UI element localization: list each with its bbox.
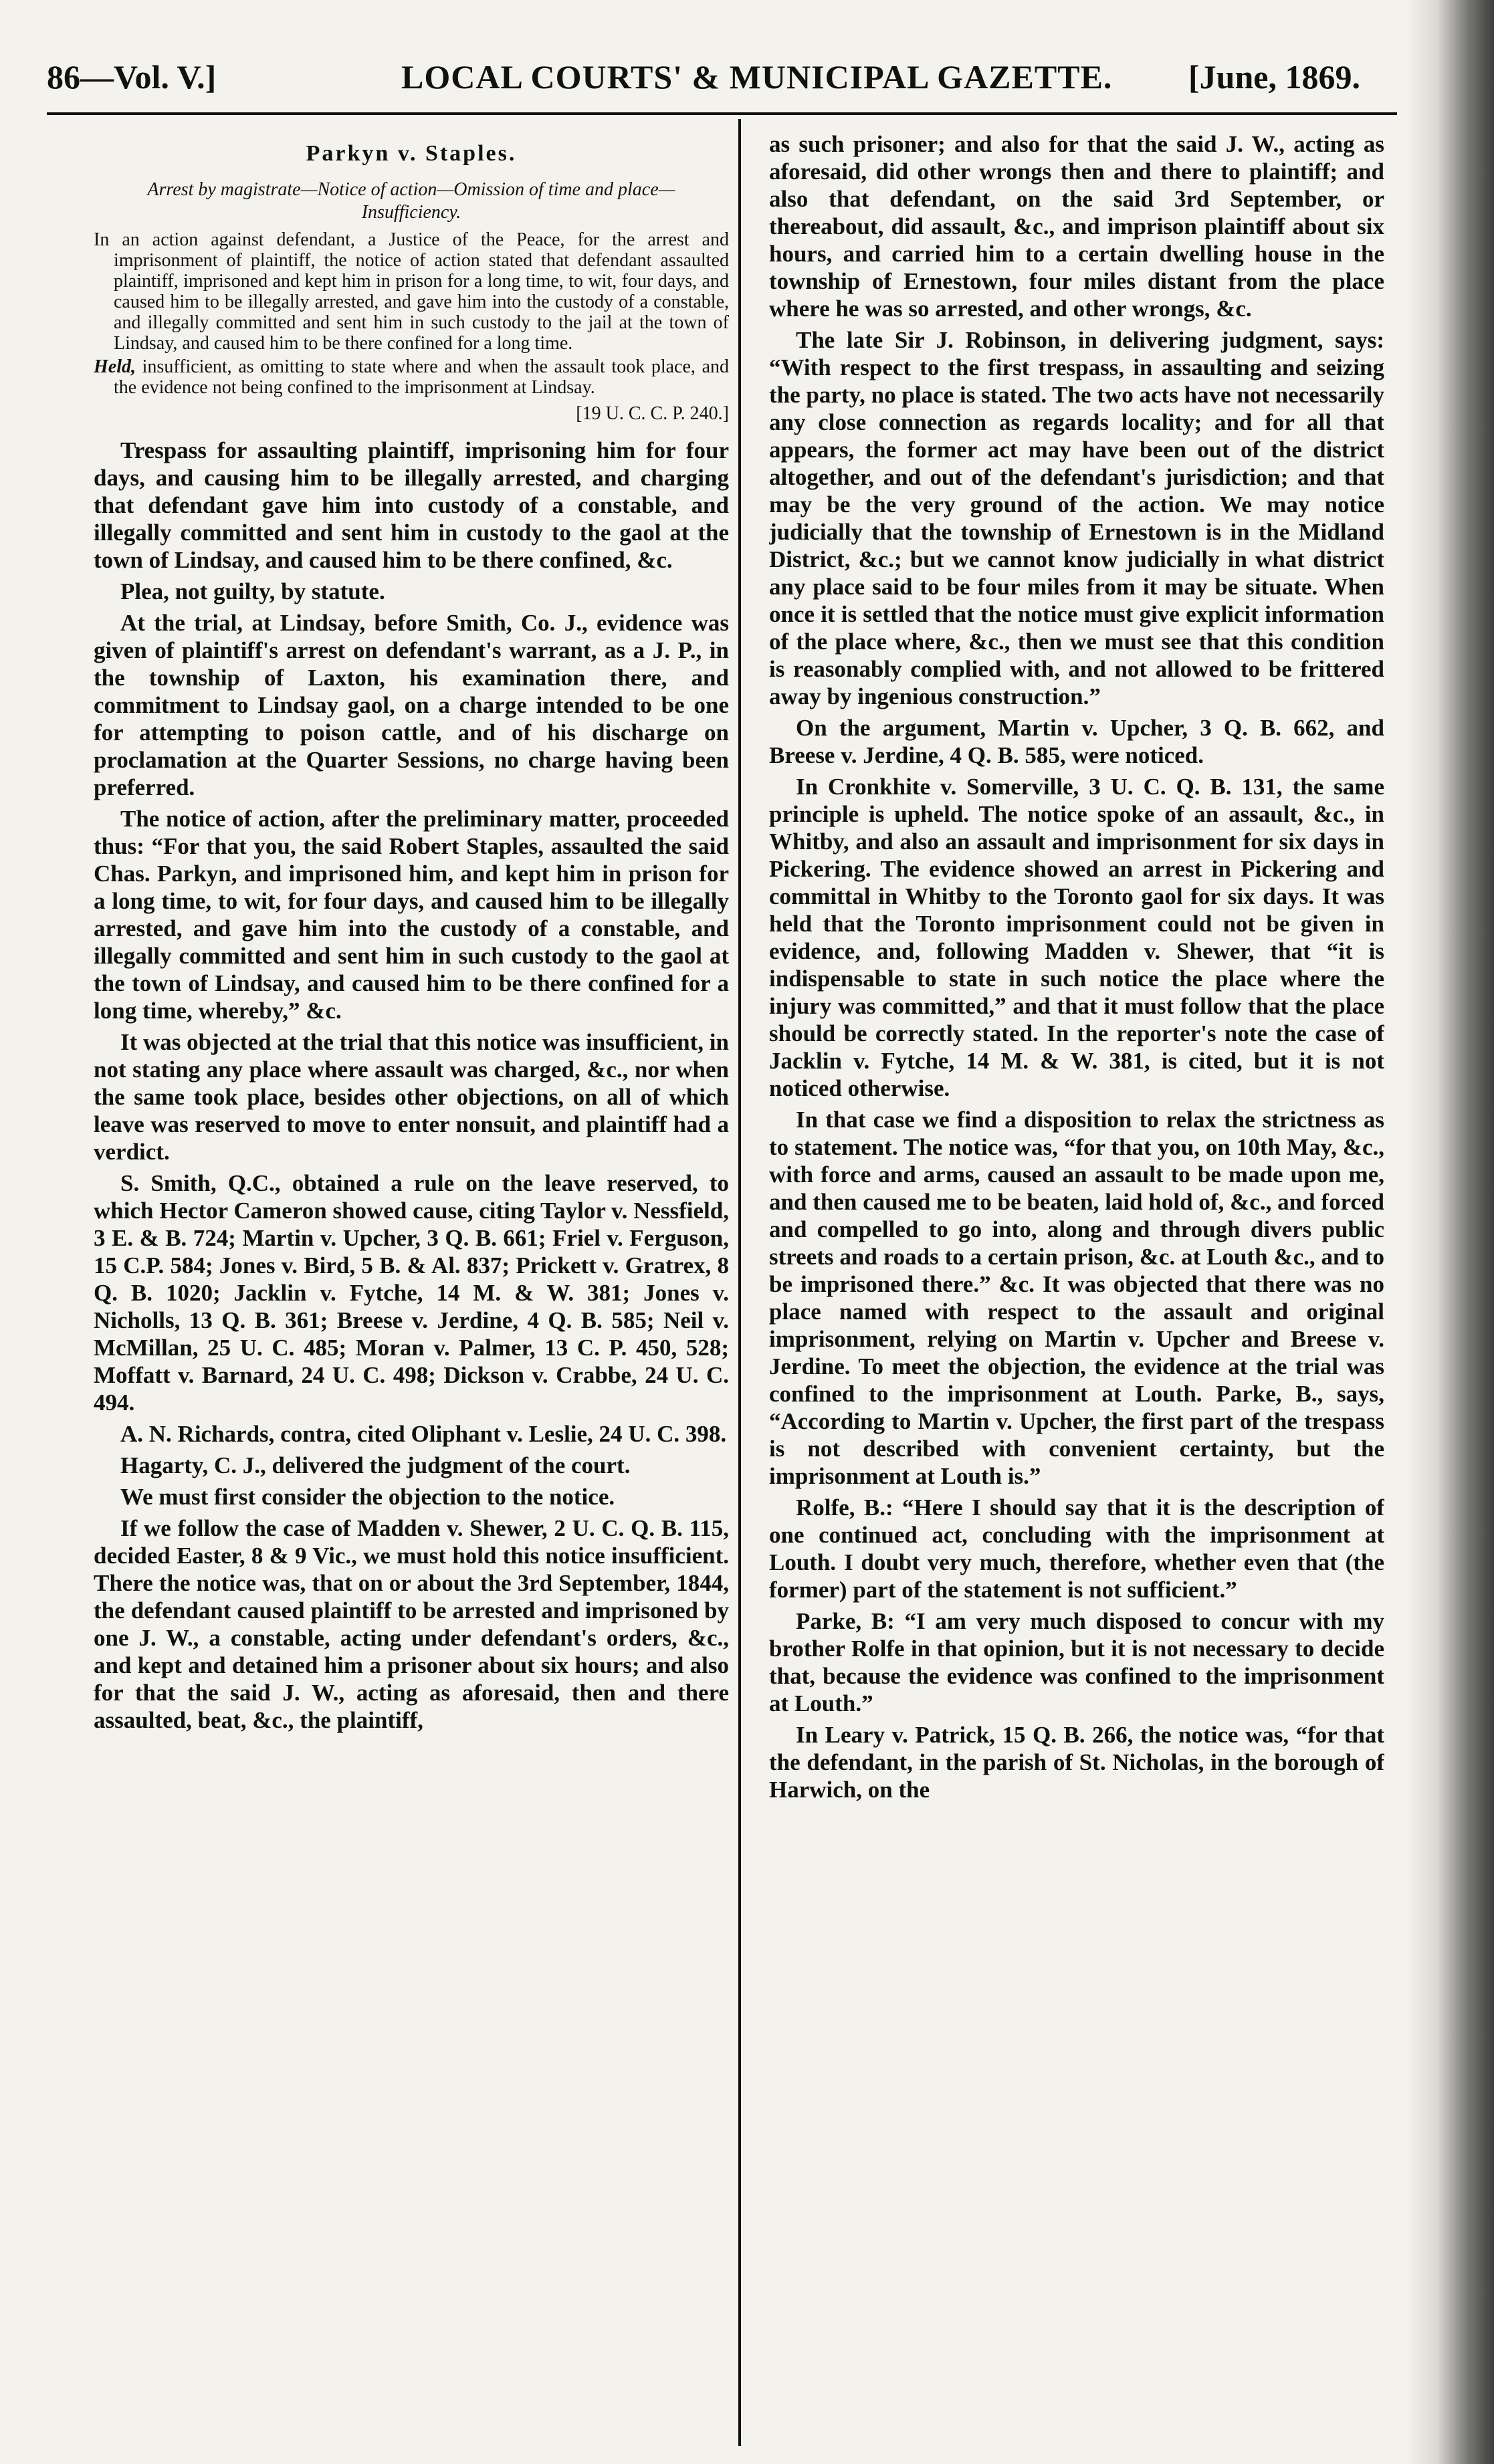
paragraph: Plea, not guilty, by statute. xyxy=(120,578,385,604)
paragraph: The late Sir J. Robinson, in delivering judgment, says: “With respect to the first trespass, in assaulting and seizing the party, no place is stated. The two acts have not necessarily any close connection as regards locality; and for all that appears, the former act may have been out of the district altogether, and out of the defendant's jurisdiction; and that may be the very ground of the action. We may notice judicially that the township of Ernestown is in the Midland District, &c.; but we cannot know judicially in what district any place said to be four miles from it may be situate. When once it is settled that the notice must give explicit information of the place where, &c., then we must see that this condition is reasonably complied with, and not allowed to be frittered away by ingenious construction.” xyxy=(769,327,1384,709)
left-column xyxy=(94,130,729,2444)
paragraph: as such prisoner; and also for that the said J. W., acting as aforesaid, did other wrongs then and there to plaintiff; and also that defendant, on the said 3rd September, or thereabout, did assault, &c., and imprison plaintiff about six hours, and carried him to a certain dwelling house in the township of Ernestown, four miles distant from the place where he was so arrested, and other wrongs, &c. xyxy=(769,131,1384,322)
paragraph: It was objected at the trial that this notice was insufficient, in not stating any place where assault was charged, &c., nor when the same took place, besides other objections, on all of which leave was reserved to move to enter nonsuit, and plaintiff had a verdict. xyxy=(94,1029,729,1165)
held-label: Held, xyxy=(94,356,136,377)
header-publication-title: LOCAL COURTS' & MUNICIPAL GAZETTE. xyxy=(401,58,1113,96)
held-text: insufficient, as omitting to state where and when the assault took place, and the evidence not being confined to the imprisonment at Lindsay. xyxy=(114,356,729,398)
headnote-heading: Arrest by magistrate—Notice of action—Omission of time and place—Insufficiency. xyxy=(147,179,675,223)
paragraph: On the argument, Martin v. Upcher, 3 Q. B. 662, and Breese v. Jerdine, 4 Q. B. 585, were noticed. xyxy=(769,715,1384,768)
headnote-facts: In an action against defendant, a Justice of the Peace, for the arrest and imprisonment of plaintiff, the notice of action stated that defendant assaulted plaintiff, imprisoned and kept him in prison for a long time, to wit, four days, and caused him to be illegally arrested, and gave him into the custody of a constable, and illegally committed and sent him in such custody to the jail at the town of Lindsay, and caused him to be there confined for a long time. xyxy=(94,229,729,354)
paragraph: The notice of action, after the preliminary matter, proceeded thus: “For that you, the said Robert Staples, assaulted the said Chas. Parkyn, and imprisoned him, and kept him in prison for a long time, to wit, for four days, and caused him to be illegally arrested, and gave him into the custody of a constable, and illegally committed and sent him in such custody to the gaol at the town of Lindsay, and caused him to be there confined for a long time, whereby,” &c. xyxy=(94,806,729,1024)
paragraph: In that case we find a disposition to relax the strictness as to statement. The notice was, “for that you, on 10th May, &c., with force and arms, caused an assault to be made upon me, and then caused me to be beaten, laid hold of, &c., and forced and compelled to go into, along and through divers public streets and roads to a certain prison, &c. at Louth &c., and to be imprisoned there.” &c. It was objected that there was no place named with respect to the assault and original imprisonment, relying on Martin v. Upcher and Breese v. Jerdine. To meet the objection, the evidence at the trial was confined to the imprisonment at Louth. Parke, B., says, “According to Martin v. Upcher, the first part of the trespass is not described with convenient certainty, but the imprisonment at Louth is.” xyxy=(769,1107,1384,1489)
page-edge-shadow xyxy=(1407,0,1494,2464)
headnote-holding xyxy=(94,356,729,398)
header-page-volume: 86—Vol. V.] xyxy=(47,58,217,96)
paragraph: Parke, B: “I am very much disposed to concur with my brother Rolfe in that opinion, but it is not necessary to decide that, because the evidence was confined to the imprisonment at Louth.” xyxy=(769,1608,1384,1716)
running-header xyxy=(47,47,1360,107)
paragraph: Hagarty, C. J., delivered the judgment of the court. xyxy=(120,1452,631,1478)
paragraph: In Cronkhite v. Somerville, 3 U. C. Q. B. 131, the same principle is upheld. The notice spoke of an assault, &c., in Whitby, and also an assault and imprisonment for six days in Pickering. The evidence showed an arrest in Pickering and committal in Whitby to the Toronto gaol for six days. It was held that the Toronto imprisonment could not be given in evidence, and, following Madden v. Shewer, that “it is indispensable to state in such notice the place where the injury was committed,” and that it must follow that the place should be correctly stated. In the reporter's note the case of Jacklin v. Fytche, 14 M. & W. 381, is cited, but it is not noticed otherwise. xyxy=(769,774,1384,1101)
paragraph: At the trial, at Lindsay, before Smith, Co. J., evidence was given of plaintiff's arrest on defendant's warrant, as a J. P., in the township of Laxton, his examination there, and commitment to Lindsay gaol, on a charge intended to be one for attempting to poison cattle, and of his discharge on proclamation at the Quarter Sessions, no charge having been preferred. xyxy=(94,610,729,800)
paragraph: If we follow the case of Madden v. Shewer, 2 U. C. Q. B. 115, decided Easter, 8 & 9 Vic., we must hold this notice insufficient. There the notice was, that on or about the 3rd September, 1844, the defendant caused plaintiff to be arrested and imprisoned by one J. W., a constable, acting under defendant's orders, &c., and kept and detained him a prisoner about six hours; and also for that the said J. W., acting as aforesaid, then and there assaulted, beat, &c., the plaintiff, xyxy=(94,1515,729,1733)
paragraph: Trespass for assaulting plaintiff, imprisoning him for four days, and causing him to be illegally arrested, and charging that defendant gave him into custody of a constable, and illegally committed and sent him in custody to the gaol at the town of Lindsay, and caused him to be there confined, &c. xyxy=(94,437,729,573)
header-rule xyxy=(47,112,1397,115)
case-title: Parkyn v. Staples. xyxy=(306,141,517,166)
report-citation: [19 U. C. C. P. 240.] xyxy=(576,403,729,424)
paragraph: S. Smith, Q.C., obtained a rule on the leave reserved, to which Hector Cameron showed cause, citing Taylor v. Nessfield, 3 E. & B. 724; Martin v. Upcher, 3 Q. B. 661; Friel v. Ferguson, 15 C.P. 584; Jones v. Bird, 5 B. & Al. 837; Prickett v. Gratrex, 8 Q. B. 1020; Jacklin v. Fytche, 14 M. & W. 381; Jones v. Nicholls, 13 Q. B. 361; Breese v. Jerdine, 4 Q. B. 585; Neil v. McMillan, 25 U. C. 485; Moran v. Palmer, 13 C. P. 450, 528; Moffatt v. Barnard, 24 U. C. 498; Dickson v. Crabbe, 24 U. C. 494. xyxy=(94,1170,729,1416)
right-column xyxy=(769,130,1384,2444)
paragraph: We must first consider the objection to the notice. xyxy=(120,1484,615,1510)
paragraph: A. N. Richards, contra, cited Oliphant v. Leslie, 24 U. C. 398. xyxy=(120,1421,727,1447)
header-date: [June, 1869. xyxy=(1188,58,1360,96)
paragraph: In Leary v. Patrick, 15 Q. B. 266, the notice was, “for that the defendant, in the parish of St. Nicholas, in the borough of Harwich, on the xyxy=(769,1722,1384,1803)
paragraph: Rolfe, B.: “Here I should say that it is the description of one continued act, concluding with the imprisonment at Louth. I doubt very much, therefore, whether even that (the former) part of the statement is not sufficient.” xyxy=(769,1494,1384,1603)
column-divider xyxy=(738,119,741,2446)
